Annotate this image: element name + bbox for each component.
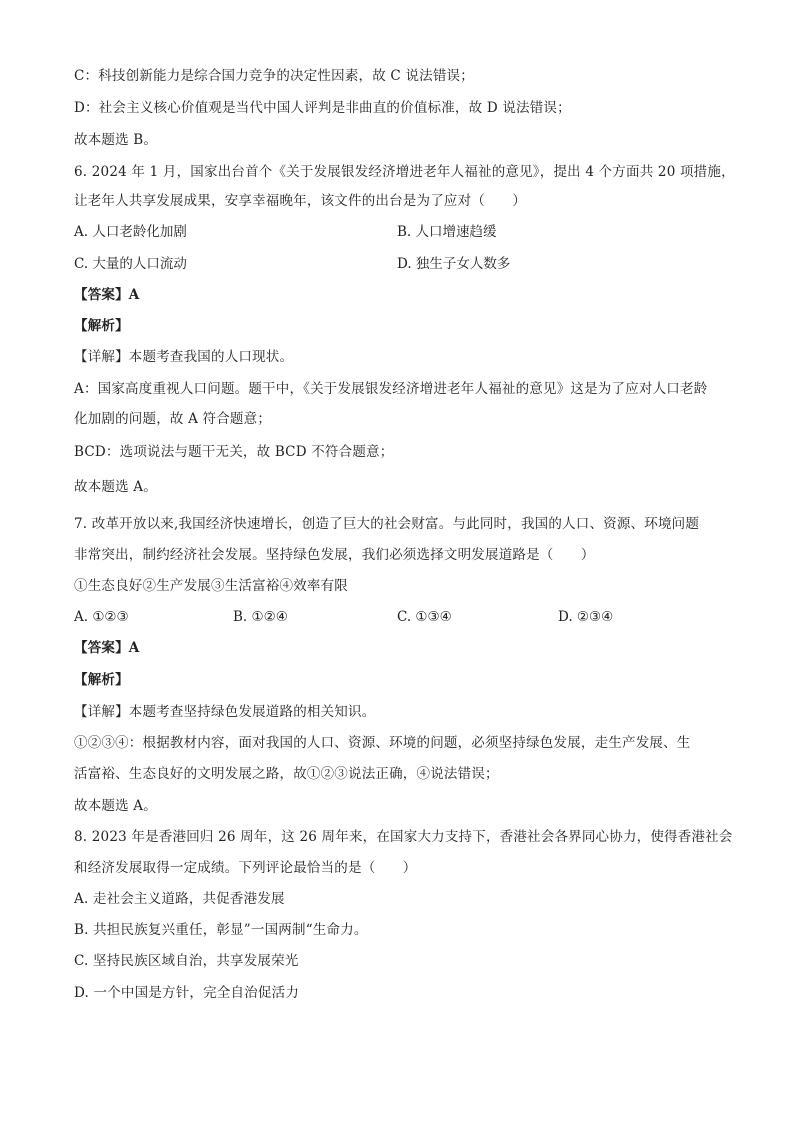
q6-answer: 【答案】A xyxy=(74,287,140,303)
q7-option-a: A. ①②③ xyxy=(74,609,129,625)
q7-detail: 【详解】本题考查坚持绿色发展道路的相关知识。 xyxy=(74,704,376,720)
q7-option-b: B. ①②④ xyxy=(233,609,288,625)
q8-option-b: B. 共担民族复兴重任，彰显”一国两制“生命力。 xyxy=(74,922,368,938)
q6-option-c: C. 大量的人口流动 xyxy=(74,256,187,272)
q8-option-d: D. 一个中国是方针，完全自治促活力 xyxy=(74,985,300,1001)
q6-stem-line-2: 让老年人共享发展成果，安享幸福晚年，该文件的出台是为了应对（ ） xyxy=(74,193,527,209)
q7-analysis-title: 【解析】 xyxy=(74,672,129,688)
q6-detail: 【详解】本题考查我国的人口现状。 xyxy=(74,349,294,365)
q7-explanation-line-1: ①②③④：根据教材内容，面对我国的人口、资源、环境的问题，必须坚持绿色发展，走生产发展、生 xyxy=(74,735,691,751)
q7-explanation-line-2: 活富裕、生态良好的文明发展之路，故①②③说法正确，④说法错误； xyxy=(74,766,499,782)
q6-explanation-line-2: 化加剧的问题，故 A 符合题意； xyxy=(74,411,272,427)
q6-conclusion: 故本题选 A。 xyxy=(74,479,157,495)
q8-stem-line-2: 和经济发展取得一定成绩。下列评论最恰当的是（ ） xyxy=(74,860,417,876)
q7-conclusion: 故本题选 A。 xyxy=(74,798,157,814)
q7-items: ①生态良好②生产发展③生活富裕④效率有限 xyxy=(74,578,348,594)
q7-stem-line-1: 7. 改革开放以来,我国经济快速增长，创造了巨大的社会财富。与此同时，我国的人口、资源、环境问题 xyxy=(74,516,700,532)
q8-stem-line-1: 8. 2023 年是香港回归 26 周年，这 26 周年来，在国家大力支持下，香港社会各界同心协力，使得香港社会 xyxy=(74,829,733,845)
q6-explanation-line-3: BCD：选项说法与题干无关，故 BCD 不符合题意； xyxy=(74,444,394,460)
q6-stem-line-1: 6. 2024 年 1 月，国家出台首个《关于发展银发经济增进老年人福祉的意见》，提出 4 个方面共 20 项措施， xyxy=(74,164,735,180)
q6-explanation-line-1: A：国家高度重视人口问题。题干中，《关于发展银发经济增进老年人福祉的意见》这是为了应对人口老龄 xyxy=(74,381,708,397)
q5-option-c-explanation: C：科技创新能力是综合国力竞争的决定性因素，故 C 说法错误； xyxy=(74,68,474,84)
q6-analysis-title: 【解析】 xyxy=(74,318,129,334)
q7-answer: 【答案】A xyxy=(74,640,140,656)
q7-option-d: D. ②③④ xyxy=(558,609,614,625)
q6-option-d: D. 独生子女人数多 xyxy=(397,256,511,272)
q7-stem-line-2: 非常突出，制约经济社会发展。坚持绿色发展，我们必须选择文明发展道路是（ ） xyxy=(74,547,595,563)
q8-option-a: A. 走社会主义道路，共促香港发展 xyxy=(74,891,285,907)
q5-conclusion: 故本题选 B。 xyxy=(74,132,158,148)
q8-option-c: C. 坚持民族区域自治，共享发展荣光 xyxy=(74,953,299,969)
q6-option-a: A. 人口老龄化加剧 xyxy=(74,224,187,240)
q6-option-b: B. 人口增速趋缓 xyxy=(397,224,497,240)
q5-option-d-explanation: D：社会主义核心价值观是当代中国人评判是非曲直的价值标准，故 D 说法错误； xyxy=(74,100,571,116)
q7-option-c: C. ①③④ xyxy=(397,609,452,625)
